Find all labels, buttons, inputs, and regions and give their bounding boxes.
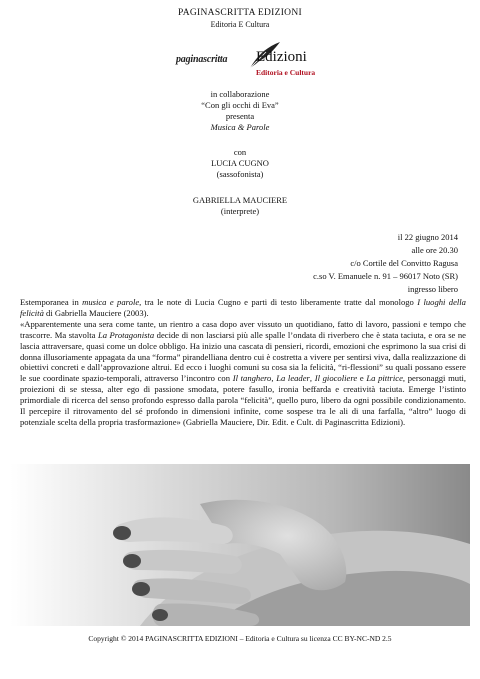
logo-edizioni: Edizioni (256, 49, 307, 65)
quote-paragraph: «Apparentemente una sera come tante, un rientro a casa dopo aver vissuto un quotidiano, fatto di lavoro, passioni e tempo che trascorre. Ma stavolta La Protagonista decide di non lasciarsi più alle spalle l’ondata di riverbero che è stata taciuta, e ora se ne lascia attraversare, quasi come un dolce obbligo. Ha inizio una cascata di pensieri, ricordi, emozioni che esprimono la sua crisi di donna illusoriamente appagata da una “forma” pirandelliana dentro cui è costretta a vivere per sentirsi viva, dalla realizzazione di obiettivi concreti e dall’approvazione altrui. Ed ecco i luoghi comuni su cosa sia la felicità, “ri-flessioni” su quali possano essere le sue coordinate spazio-temporali, attraverso l’incontro con Il tanghero, La leader, Il giocoliere e La pittrice, personaggi muti, proiezioni di se stessa, alter ego di passione smodata, potere fasullo, ironia beffarda e creatività taciuta. Emerge l’istinto primordiale di ricerca del senso profondo espresso dalla parola “felicità”, quello puro, libero da ogni possibile condizionamento. Il percepire il ritrovamento del sé profondo in dimensioni infinite, come sospese tra le ali di una farfalla, “altro” luogo di potenziale scelta della propria trasformazione» (Gabriella Mauciere, Dir. Edit. e Cult. di Paginascritta Edizioni). (20, 318, 467, 427)
performer-1-role: (sassofonista) (216, 169, 264, 179)
logo-wordmark: paginascritta (176, 54, 228, 65)
event-address: c.so V. Emanuele n. 91 – 96017 Noto (SR) (313, 271, 458, 281)
event-place: c/o Cortile del Convitto Ragusa (350, 258, 458, 268)
performer-2-role: (interprete) (220, 206, 260, 216)
with-line: con (233, 147, 247, 157)
event-entry: ingresso libero (407, 284, 458, 294)
event-time: alle ore 20.30 (411, 245, 458, 255)
partner-name: “Con gli occhi di Eva” (201, 100, 279, 110)
publisher-logo (170, 40, 320, 82)
publisher-name: PAGINASCRITTA EDIZIONI (178, 8, 302, 18)
performer-1-name: LUCIA CUGNO (211, 158, 269, 168)
copyright-footer: Copyright © 2014 PAGINASCRITTA EDIZIONI – Editoria e Cultura su licenza CC BY-NC-ND 2.5 (88, 634, 392, 643)
publisher-tagline: Editoria E Cultura (210, 20, 270, 29)
presents-line: presenta (225, 111, 255, 121)
collaboration-line: in collaborazione (210, 89, 270, 99)
description-text (20, 297, 466, 428)
venue-block (313, 231, 458, 296)
performer-2-name: GABRIELLA MAUCIERE (192, 195, 288, 205)
event-title: Musica & Parole (210, 122, 270, 132)
logo-subtitle: Editoria e Cultura (256, 68, 316, 77)
event-date: il 22 giugno 2014 (397, 232, 458, 242)
hand-photo (10, 464, 470, 626)
intro-paragraph: Estemporanea in musica e parole, tra le note di Lucia Cugno e parti di testo liberamente tratte dal monologo I luoghi della felicità di Gabriella Mauciere (2003). (20, 297, 466, 318)
